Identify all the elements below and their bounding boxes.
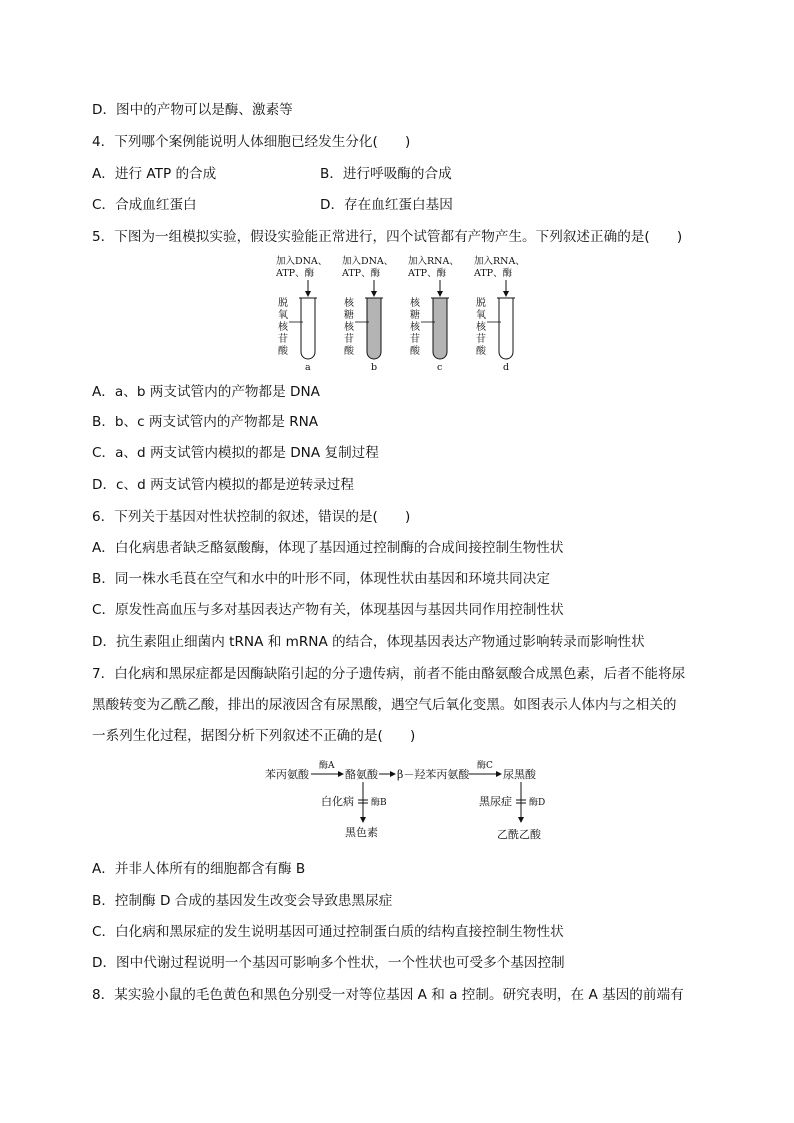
option-5c: C．a、d 两支试管内模拟的都是 DNA 复制过程	[92, 445, 379, 461]
tube-b-arrow-head	[371, 291, 377, 297]
tube-d-arrow-head	[503, 291, 509, 297]
acetoacetate-label: 乙酰乙酸	[497, 828, 541, 841]
tyrosine-label: 酪氨酸	[345, 768, 378, 781]
tube-a-substrate-char: 酸	[278, 346, 288, 357]
tube-d-reagent-line2: ATP、酶	[474, 268, 513, 279]
melanin-label: 黑色素	[345, 826, 378, 839]
question-6: 6．下列关于基因对性状控制的叙述，错误的是( )	[92, 509, 411, 525]
tube-c-substrate-char: 核	[410, 298, 420, 309]
tube-d-substrate-char: 酸	[476, 346, 486, 357]
option-7b: B．控制酶 D 合成的基因发生改变会导致患黑尿症	[92, 893, 393, 909]
tube-a-body	[301, 298, 315, 359]
option-5a: A．a、b 两支试管内的产物都是 DNA	[92, 384, 320, 400]
tube-b-substrate-char: 酸	[344, 346, 354, 357]
option-7d: D．图中代谢过程说明一个基因可影响多个性状，一个性状也可受多个基因控制	[92, 955, 565, 971]
question-5: 5．下图为一组模拟实验，假设实验能正常进行，四个试管都有产物产生。下列叙述正确的是( )	[92, 229, 683, 245]
option-4b: B．进行呼吸酶的合成	[320, 166, 452, 182]
tube-a-substrate-char: 氧	[278, 310, 288, 321]
alkaptonuria-label: 黑尿症	[479, 795, 512, 808]
option-7a: A．并非人体所有的细胞都含有酶 B	[92, 861, 306, 877]
option-6a: A．白化病患者缺乏酪氨酸酶，体现了基因通过控制酶的合成间接控制生物性状	[92, 540, 564, 556]
tube-c-reagent-line1: 加入RNA、	[408, 256, 459, 267]
tube-b-substrate-char: 糖	[344, 310, 354, 321]
option-4c: C．合成血红蛋白	[92, 197, 197, 213]
tube-b-label: b	[371, 362, 378, 373]
tube-c-substrate-char: 酸	[410, 346, 420, 357]
tube-b-substrate-char: 苷	[344, 334, 354, 345]
option-5d: D．c、d 两支试管内模拟的都是逆转录过程	[92, 477, 354, 493]
option-6b: B．同一株水毛茛在空气和水中的叶形不同，体现性状由基因和环境共同决定	[92, 571, 550, 587]
tube-a-arrow-head	[305, 291, 311, 297]
tube-b-body	[367, 298, 381, 359]
tube-c-arrow-head	[437, 291, 443, 297]
tube-a-reagent-line1: 加入DNA、	[276, 256, 328, 267]
option-6c: C．原发性高血压与多对基因表达产物有关，体现基因与基因共同作用控制性状	[92, 602, 564, 618]
hydroxyphenyl-label: β－羟苯丙氨酸	[397, 768, 470, 781]
tube-a-substrate-char: 脱	[278, 298, 288, 309]
tube-d-body	[499, 298, 513, 359]
tube-a-substrate-char: 苷	[278, 334, 288, 345]
tube-a-label: a	[305, 362, 311, 373]
test-tube-figure	[270, 254, 540, 374]
tube-d-substrate-char: 苷	[476, 334, 486, 345]
question-4: 4．下列哪个案例能说明人体细胞已经发生分化( )	[92, 134, 411, 150]
tube-c-substrate-char: 核	[410, 322, 420, 333]
tube-a-reagent-line2: ATP、酶	[276, 268, 315, 279]
tube-d-label: d	[503, 362, 510, 373]
tube-b-substrate-char: 核	[344, 322, 354, 333]
question-7-line2: 黑酸转变为乙酰乙酸，排出的尿液因含有尿黑酸，遇空气后氧化变黑。如图表示人体内与之相关的	[92, 697, 677, 713]
enzyme-c-label: 酶C	[477, 761, 493, 771]
homogentisic-acid-label: 尿黑酸	[503, 768, 536, 781]
question-7-line3: 一系列生化过程，据图分析下列叙述不正确的是( )	[92, 728, 416, 744]
tube-d-substrate-char: 氧	[476, 310, 486, 321]
phenylalanine-label: 苯丙氨酸	[265, 768, 309, 781]
tube-c-substrate-char: 苷	[410, 334, 420, 345]
enzyme-d-label: 酶D	[529, 798, 546, 808]
option-5b: B．b、c 两支试管内的产物都是 RNA	[92, 414, 319, 430]
tube-c-reagent-line2: ATP、酶	[408, 268, 447, 279]
albinism-label: 白化病	[321, 795, 354, 808]
question-7-line1: 7．白化病和黑尿症都是因酶缺陷引起的分子遗传病，前者不能由酪氨酸合成黑色素，后者不能将尿	[92, 666, 686, 682]
option-4d: D．存在血红蛋白基因	[320, 197, 453, 213]
tube-c-substrate-char: 糖	[410, 310, 420, 321]
metabolic-pathway-figure	[265, 756, 565, 848]
tube-d-substrate-char: 核	[476, 322, 486, 333]
tube-d-substrate-char: 脱	[476, 298, 486, 309]
enzyme-b-label: 酶B	[371, 798, 387, 808]
tube-b-substrate-char: 核	[344, 298, 354, 309]
option-6d: D．抗生素阻止细菌内 tRNA 和 mRNA 的结合，体现基因表达产物通过影响转录而影响性状	[92, 634, 645, 650]
tube-b-reagent-line1: 加入DNA、	[342, 256, 394, 267]
tube-a-substrate-char: 核	[278, 322, 288, 333]
tube-d-reagent-line1: 加入RNA、	[474, 256, 525, 267]
option-4a: A．进行 ATP 的合成	[92, 166, 217, 182]
question-8: 8．某实验小鼠的毛色黄色和黑色分别受一对等位基因 A 和 a 控制。研究表明，在 A 基因的前端有	[92, 987, 684, 1003]
tube-b-reagent-line2: ATP、酶	[342, 268, 381, 279]
enzyme-a-label: 酶A	[319, 761, 335, 771]
option-7c: C．白化病和黑尿症的发生说明基因可通过控制蛋白质的结构直接控制生物性状	[92, 924, 564, 940]
tube-c-label: c	[437, 362, 443, 373]
tube-c-body	[433, 298, 447, 359]
option-3d: D．图中的产物可以是酶、激素等	[92, 102, 293, 118]
